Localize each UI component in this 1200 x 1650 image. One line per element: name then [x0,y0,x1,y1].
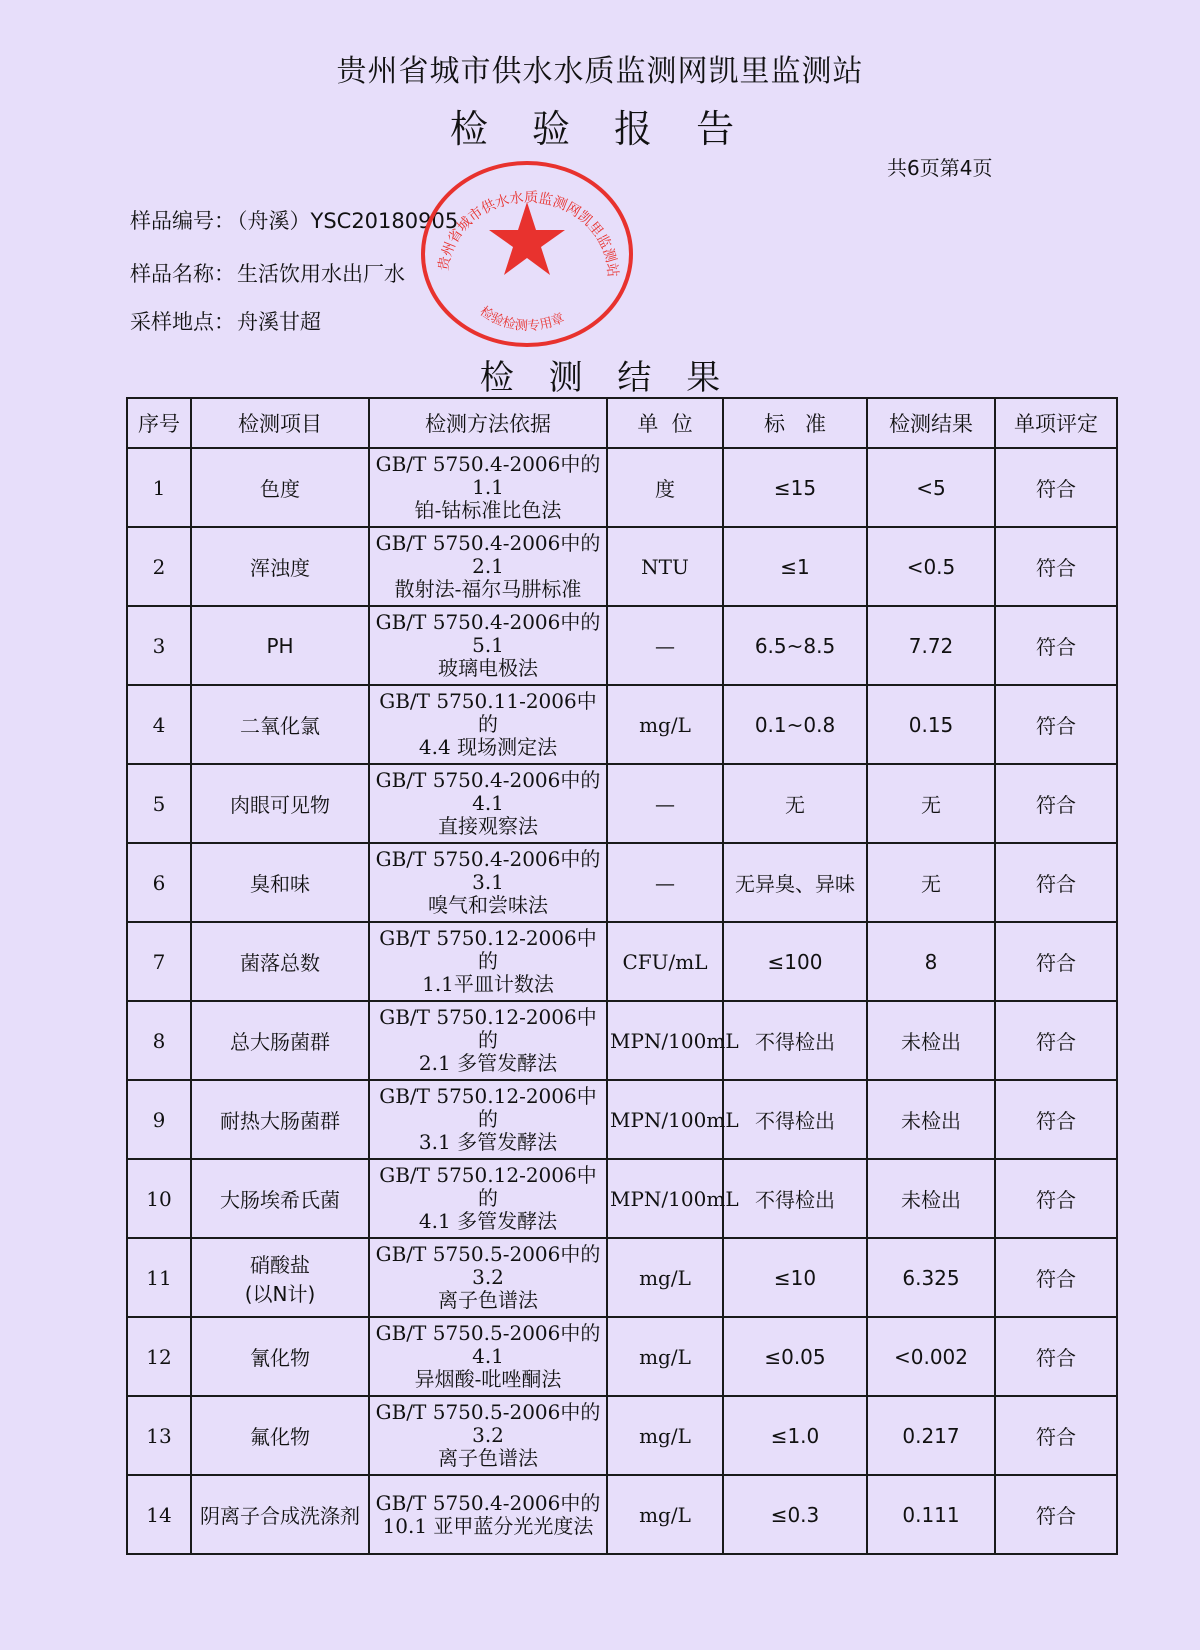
cell-item [191,685,369,764]
cell-method-line: GB/T 5750.4-2006中的5.1 [375,610,601,657]
cell-method-line: 离子色谱法 [438,1446,538,1470]
cell-unit: MPN/100mL [607,1080,723,1159]
cell-method [369,764,607,843]
cell-evaluation: 符合 [995,685,1117,764]
cell-method [369,1001,607,1080]
cell-evaluation: 符合 [995,1080,1117,1159]
cell-no: 7 [127,922,191,1001]
cell-item [191,1396,369,1475]
cell-no: 1 [127,448,191,527]
cell-item-line: 总大肠菌群 [230,1030,330,1054]
cell-evaluation: 符合 [995,606,1117,685]
cell-no: 9 [127,1080,191,1159]
cell-unit: NTU [607,527,723,606]
results-table [126,397,1118,1555]
table-row [127,1396,1117,1475]
sample-number-row [130,205,458,235]
cell-method [369,448,607,527]
cell-method [369,1238,607,1317]
cell-method [369,685,607,764]
cell-item-line: 色度 [260,477,300,501]
seal-star-icon [489,202,565,275]
cell-standard: 不得检出 [723,1080,867,1159]
cell-unit: mg/L [607,1238,723,1317]
cell-evaluation: 符合 [995,1238,1117,1317]
cell-method-line: 2.1 多管发酵法 [418,1051,558,1075]
table-row [127,922,1117,1001]
cell-method-line: 嗅气和尝味法 [428,893,548,917]
cell-item-line: 硝酸盐 [250,1252,310,1277]
cell-unit: MPN/100mL [607,1001,723,1080]
cell-result: <0.5 [867,527,995,606]
cell-method [369,606,607,685]
cell-method [369,527,607,606]
cell-item-line: 臭和味 [250,872,310,896]
cell-item-line: 二氧化氯 [240,714,320,738]
table-row [127,1238,1117,1317]
cell-result: 未检出 [867,1001,995,1080]
sample-location-row [130,306,321,336]
cell-result: 0.217 [867,1396,995,1475]
table-row [127,1080,1117,1159]
cell-standard: ≤1.0 [723,1396,867,1475]
table-row [127,685,1117,764]
official-seal-stamp [418,158,636,350]
table-row [127,1001,1117,1080]
header-item: 检测项目 [191,398,369,448]
cell-evaluation: 符合 [995,1159,1117,1238]
cell-method-line: 玻璃电极法 [438,656,538,680]
cell-method-line: GB/T 5750.4-2006中的3.1 [375,847,601,894]
cell-no: 3 [127,606,191,685]
cell-method-line: 4.4 现场测定法 [418,735,558,759]
cell-method-line: GB/T 5750.5-2006中的3.2 [375,1400,601,1447]
cell-method-line: 离子色谱法 [438,1288,538,1312]
cell-method-line: GB/T 5750.5-2006中的3.2 [375,1242,601,1289]
header-result: 检测结果 [867,398,995,448]
cell-result: 7.72 [867,606,995,685]
cell-standard: 6.5~8.5 [723,606,867,685]
cell-method-line: GB/T 5750.11-2006中的 [379,689,597,736]
sample-name-row [130,258,405,288]
table-row [127,448,1117,527]
cell-method-line: GB/T 5750.12-2006中的 [379,926,597,973]
cell-evaluation: 符合 [995,1396,1117,1475]
cell-result: 无 [867,764,995,843]
cell-standard: 0.1~0.8 [723,685,867,764]
seal-arc-text: 贵州省城市供水水质监测网凯里监测站 [435,189,621,278]
cell-no: 11 [127,1238,191,1317]
cell-result: <5 [867,448,995,527]
cell-method [369,922,607,1001]
table-row [127,843,1117,922]
cell-item-line: 氟化物 [250,1425,310,1449]
table-row [127,1159,1117,1238]
cell-item-line: 浑浊度 [250,556,310,580]
header-method: 检测方法依据 [369,398,607,448]
cell-item-line: 阴离子合成洗涤剂 [200,1504,360,1528]
cell-method-line: GB/T 5750.4-2006中的4.1 [375,768,601,815]
cell-item [191,606,369,685]
cell-unit: mg/L [607,1317,723,1396]
cell-evaluation: 符合 [995,1001,1117,1080]
cell-no: 8 [127,1001,191,1080]
cell-no: 13 [127,1396,191,1475]
cell-method-line: 1.1平皿计数法 [422,972,554,996]
cell-standard: ≤1 [723,527,867,606]
header-evaluation: 单项评定 [995,398,1117,448]
cell-standard: 不得检出 [723,1001,867,1080]
cell-method-line: GB/T 5750.12-2006中的 [379,1005,597,1052]
cell-no: 2 [127,527,191,606]
cell-evaluation: 符合 [995,843,1117,922]
cell-standard: 不得检出 [723,1159,867,1238]
cell-standard: ≤15 [723,448,867,527]
cell-method [369,1475,607,1554]
organization-title: 贵州省城市供水水质监测网凯里监测站 [336,54,864,89]
cell-unit: CFU/mL [607,922,723,1001]
cell-no: 6 [127,843,191,922]
sample-location-label: 采样地点： [130,310,235,334]
cell-standard: 无 [723,764,867,843]
cell-item [191,1475,369,1554]
cell-evaluation: 符合 [995,448,1117,527]
cell-no: 4 [127,685,191,764]
cell-result: 未检出 [867,1159,995,1238]
table-row [127,1317,1117,1396]
table-row [127,1475,1117,1554]
cell-item [191,448,369,527]
cell-item-line: 耐热大肠菌群 [220,1109,340,1133]
cell-item-line: 大肠埃希氏菌 [220,1188,340,1212]
cell-method [369,843,607,922]
cell-method-line: 直接观察法 [438,814,538,838]
cell-item [191,764,369,843]
cell-standard: ≤100 [723,922,867,1001]
cell-item-line: 肉眼可见物 [230,793,330,817]
cell-unit: — [607,843,723,922]
cell-method-line: GB/T 5750.4-2006中的2.1 [375,531,601,578]
cell-item [191,843,369,922]
table-header-row [127,398,1117,448]
cell-unit: 度 [607,448,723,527]
cell-method-line: GB/T 5750.5-2006中的4.1 [375,1321,601,1368]
cell-item [191,1238,369,1317]
header-unit: 单 位 [607,398,723,448]
cell-method-line: GB/T 5750.4-2006中的 [375,1490,601,1515]
cell-no: 12 [127,1317,191,1396]
cell-evaluation: 符合 [995,922,1117,1001]
sample-location-value: 舟溪甘超 [237,310,321,334]
cell-method [369,1317,607,1396]
cell-result: 未检出 [867,1080,995,1159]
cell-item [191,1317,369,1396]
cell-evaluation: 符合 [995,1317,1117,1396]
cell-method-line: 散射法-福尔马肼标准 [394,577,582,601]
cell-unit: — [607,764,723,843]
cell-method-line: 铂-钴标准比色法 [414,498,562,522]
cell-result: 0.111 [867,1475,995,1554]
cell-item-line: PH [266,633,294,658]
sample-number-value: （舟溪）YSC20180905 [237,209,459,233]
cell-unit: mg/L [607,685,723,764]
cell-result: 6.325 [867,1238,995,1317]
cell-unit: MPN/100mL [607,1159,723,1238]
cell-method [369,1080,607,1159]
cell-item-line: 氰化物 [250,1346,310,1370]
cell-result: 8 [867,922,995,1001]
seal-bottom-text: 检验检测专用章 [476,304,567,335]
header-standard: 标 准 [723,398,867,448]
page-info: 共6页第4页 [887,156,993,180]
header-no: 序号 [127,398,191,448]
sample-number-label: 样品编号： [130,209,235,233]
cell-item [191,1001,369,1080]
cell-method-line: 3.1 多管发酵法 [418,1130,558,1154]
cell-no: 5 [127,764,191,843]
cell-no: 14 [127,1475,191,1554]
cell-standard: ≤0.05 [723,1317,867,1396]
cell-standard: 无异臭、异味 [723,843,867,922]
report-title: 检 验 报 告 [449,107,751,151]
cell-item [191,922,369,1001]
sample-name-value: 生活饮用水出厂水 [237,262,405,286]
cell-result: 无 [867,843,995,922]
cell-evaluation: 符合 [995,527,1117,606]
table-row [127,527,1117,606]
cell-standard: ≤10 [723,1238,867,1317]
cell-method-line: 异烟酸-吡唑酮法 [414,1367,562,1391]
table-row [127,606,1117,685]
table-row [127,764,1117,843]
cell-item [191,527,369,606]
cell-item [191,1159,369,1238]
cell-result: <0.002 [867,1317,995,1396]
cell-method [369,1159,607,1238]
cell-item-line: 菌落总数 [240,951,320,975]
cell-method [369,1396,607,1475]
cell-method-line: GB/T 5750.4-2006中的1.1 [375,452,601,499]
sample-name-label: 样品名称： [130,262,235,286]
cell-evaluation: 符合 [995,764,1117,843]
cell-no: 10 [127,1159,191,1238]
cell-item [191,1080,369,1159]
cell-evaluation: 符合 [995,1475,1117,1554]
results-body [127,448,1117,1554]
cell-method-line: 10.1 亚甲蓝分光光度法 [382,1513,594,1538]
cell-method-line: GB/T 5750.12-2006中的 [379,1084,597,1131]
cell-result: 0.15 [867,685,995,764]
cell-unit: mg/L [607,1396,723,1475]
cell-method-line: GB/T 5750.12-2006中的 [379,1163,597,1210]
results-title: 检 测 结 果 [479,358,733,398]
cell-method-line: 4.1 多管发酵法 [418,1209,558,1233]
cell-unit: — [607,606,723,685]
cell-unit: mg/L [607,1475,723,1554]
cell-standard: ≤0.3 [723,1475,867,1554]
cell-item-line: (以N计) [244,1281,316,1306]
